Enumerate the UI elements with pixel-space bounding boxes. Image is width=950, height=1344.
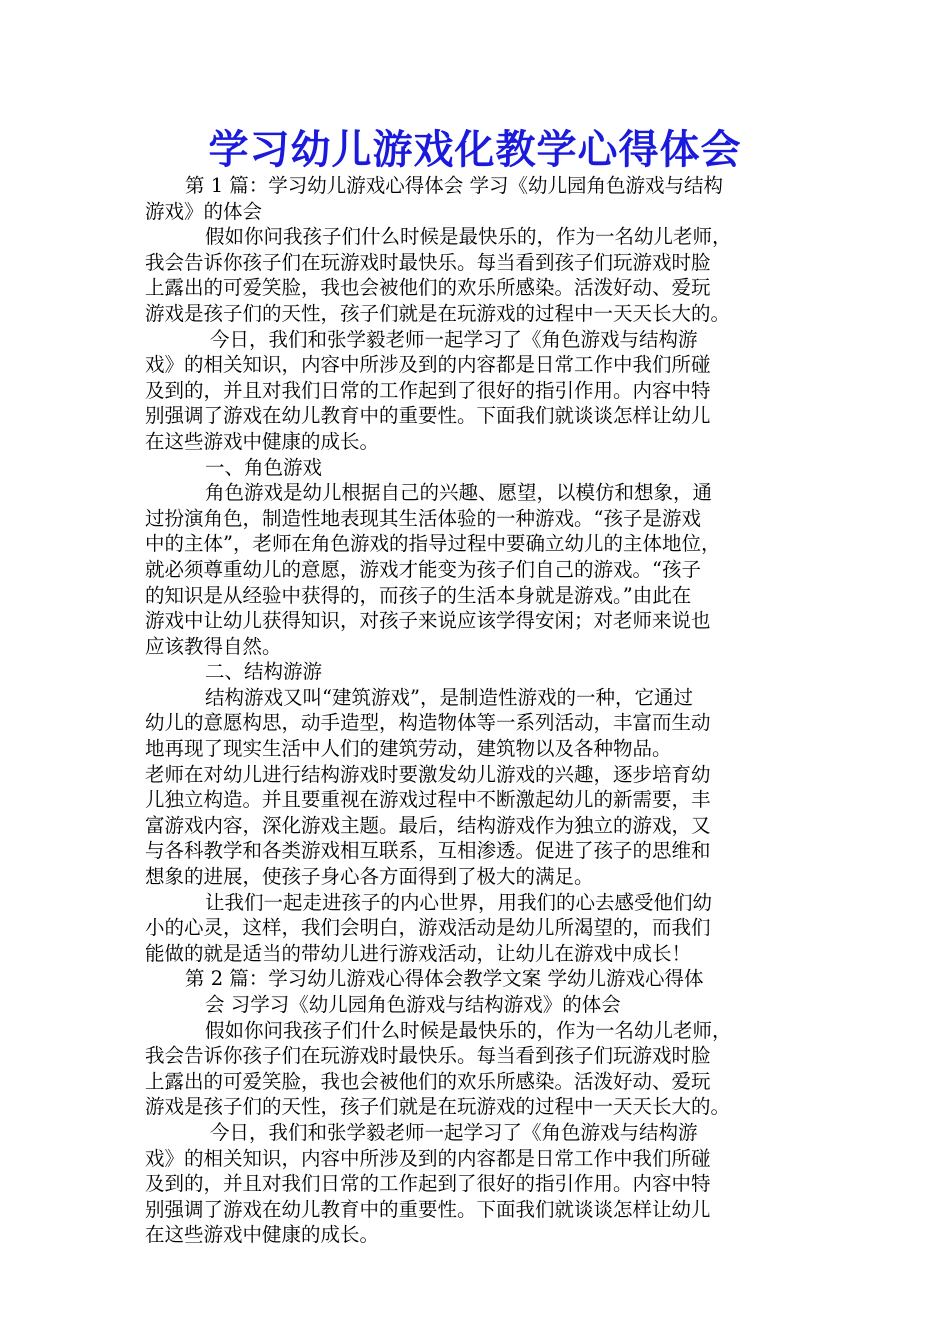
section-heading: 一、角色游戏 xyxy=(205,455,323,479)
document-title: 学习幼儿游戏化教学心得体会 xyxy=(208,127,742,173)
text-line: 游戏》的体会 xyxy=(145,199,263,223)
text-line: 第 1 篇：学习幼儿游戏心得体会 学习《幼儿园角色游戏与结构 xyxy=(185,174,724,197)
text-line: 在这些游戏中健康的成长。 xyxy=(145,1223,380,1247)
text-line: 儿独立构造。并且要重视在游戏过程中不断激起幼儿的新需要，丰 xyxy=(145,788,711,812)
text-line: 角色游戏是幼儿根据自己的兴趣、愿望，以模仿和想象，通 xyxy=(205,481,713,505)
text-line: 戏》的相关知识，内容中所涉及到的内容都是日常工作中我们所碰 xyxy=(145,353,711,377)
text-line: 假如你问我孩子们什么时候是最快乐的，作为一名幼儿老师， xyxy=(205,225,732,249)
text-line: 中的主体”，老师在角色游戏的指导过程中要确立幼儿的主体地位， xyxy=(145,532,721,556)
text-line: 我会告诉你孩子们在玩游戏时最快乐。每当看到孩子们玩游戏时脸 xyxy=(145,1044,711,1068)
section-heading: 二、结构游游 xyxy=(205,660,323,684)
text-line: 地再现了现实生活中人们的建筑劳动，建筑物以及各种物品。 xyxy=(145,737,672,761)
text-line: 游戏中让幼儿获得知识，对孩子来说应该学得安闲；对老师来说也 xyxy=(145,609,711,633)
text-line: 小的心灵，这样，我们会明白，游戏活动是幼儿所渴望的，而我们 xyxy=(145,916,711,940)
text-line: 别强调了游戏在幼儿教育中的重要性。下面我们就谈谈怎样让幼儿 xyxy=(145,1197,711,1221)
document-body xyxy=(145,173,810,1248)
text-line: 及到的，并且对我们日常的工作起到了很好的指引作用。内容中特 xyxy=(145,378,711,402)
text-line: 在这些游戏中健康的成长。 xyxy=(145,429,380,453)
text-line: 我会告诉你孩子们在玩游戏时最快乐。每当看到孩子们玩游戏时脸 xyxy=(145,250,711,274)
text-line: 假如你问我孩子们什么时候是最快乐的，作为一名幼儿老师， xyxy=(205,1018,732,1042)
text-line: 就必须尊重幼儿的意愿，游戏才能变为孩子们自己的游戏。“孩子 xyxy=(145,557,701,581)
text-line: 应该教得自然。 xyxy=(145,634,282,658)
text-line: 第 2 篇：学习幼儿游戏心得体会教学文案 学幼儿游戏心得体 xyxy=(185,967,704,991)
text-line: 戏》的相关知识，内容中所涉及到的内容都是日常工作中我们所碰 xyxy=(145,1146,711,1170)
text-line: 今日，我们和张学毅老师一起学习了《角色游戏与结构游 xyxy=(210,327,698,351)
text-line: 上露出的可爱笑脸，我也会被他们的欢乐所感染。活泼好动、爱玩 xyxy=(145,1069,711,1093)
text-line: 游戏是孩子们的天性，孩子们就是在玩游戏的过程中一天天长大的。 xyxy=(145,1095,731,1119)
text-line: 游戏是孩子们的天性，孩子们就是在玩游戏的过程中一天天长大的。 xyxy=(145,301,731,325)
text-line: 想象的进展，使孩子身心各方面得到了极大的满足。 xyxy=(145,865,594,889)
text-line: 富游戏内容，深化游戏主题。最后，结构游戏作为独立的游戏，又 xyxy=(145,813,711,837)
text-line: 别强调了游戏在幼儿教育中的重要性。下面我们就谈谈怎样让幼儿 xyxy=(145,404,711,428)
text-line: 的知识是从经验中获得的，而孩子的生活本身就是游戏。”由此在 xyxy=(145,583,692,607)
text-line: 及到的，并且对我们日常的工作起到了很好的指引作用。内容中特 xyxy=(145,1172,711,1196)
text-line: 让我们一起走进孩子的内心世界，用我们的心去感受他们幼 xyxy=(205,890,713,914)
text-line: 结构游戏又叫“建筑游戏”，是制造性游戏的一种，它通过 xyxy=(205,685,693,709)
text-line: 过扮演角色，制造性地表现其生活体验的一种游戏。“孩子是游戏 xyxy=(145,506,701,530)
text-line: 上露出的可爱笑脸，我也会被他们的欢乐所感染。活泼好动、爱玩 xyxy=(145,276,711,300)
text-line: 会 习学习《幼儿园角色游戏与结构游戏》的体会 xyxy=(205,993,621,1016)
text-line: 与各科教学和各类游戏相互联系，互相渗透。促进了孩子的思维和 xyxy=(145,839,711,863)
text-line: 能做的就是适当的带幼儿进行游戏活动，让幼儿在游戏中成长！ xyxy=(145,941,692,965)
text-line: 幼儿的意愿构思，动手造型，构造物体等一系列活动，丰富而生动 xyxy=(145,711,711,735)
text-line: 老师在对幼儿进行结构游戏时要激发幼儿游戏的兴趣，逐步培育幼 xyxy=(145,762,711,786)
text-line: 今日，我们和张学毅老师一起学习了《角色游戏与结构游 xyxy=(210,1120,698,1144)
